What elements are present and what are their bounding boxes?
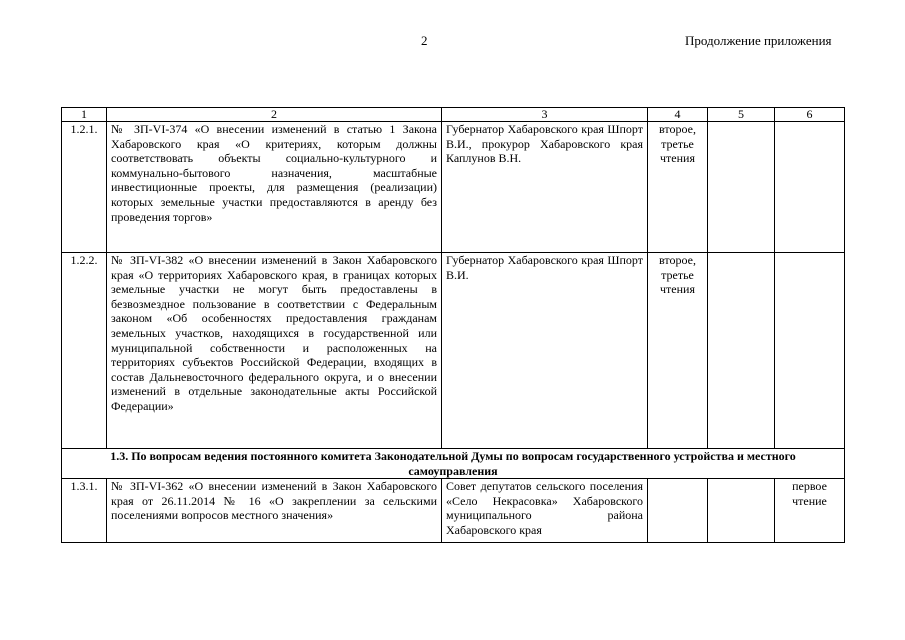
bill-title: № ЗП-VI-362 «О внесении изменений в Закон Хабаровского края от 26.11.2014 № 16 «О закреплении за сельскими поселениями вопросов местного значения» xyxy=(107,479,442,543)
column-header: 4 xyxy=(648,108,708,122)
continuation-label: Продолжение приложения xyxy=(685,33,832,48)
column-header: 2 xyxy=(107,108,442,122)
col6-cell: первое чтение xyxy=(775,479,845,543)
table-row xyxy=(62,253,845,449)
reading-stage xyxy=(648,479,708,543)
column-header: 1 xyxy=(62,108,107,122)
item-number: 1.3.1. xyxy=(62,479,107,543)
column-header: 6 xyxy=(775,108,845,122)
col6-cell xyxy=(775,122,845,253)
page-number: 2 xyxy=(421,33,428,48)
column-header: 5 xyxy=(708,108,775,122)
column-header: 3 xyxy=(442,108,648,122)
bill-title: № ЗП-VI-374 «О внесении изменений в статью 1 Закона Хабаровского края «О критериях, которым должны соответствовать объекты социально-культурного и коммунально-бытового назначения, масштабные инвестиционные проекты, для размещения (реализации) которых земельные участки предоставляются в аренду без проведения торгов» xyxy=(107,122,442,253)
item-number: 1.2.1. xyxy=(62,122,107,253)
initiator: Губернатор Хабаровского края Шпорт В.И., прокурор Хабаровского края Каплунов В.Н. xyxy=(442,122,648,253)
reading-stage: второе, третье чтения xyxy=(648,253,708,449)
col5-cell xyxy=(708,479,775,543)
initiator: Совет депутатов сельского поселения «Село Некрасовка» Хабаровского муниципального района Хабаровского края xyxy=(442,479,648,543)
col6-cell xyxy=(775,253,845,449)
col5-cell xyxy=(708,122,775,253)
initiator: Губернатор Хабаровского края Шпорт В.И. xyxy=(442,253,648,449)
table-row xyxy=(62,479,845,543)
reading-stage: второе, третье чтения xyxy=(648,122,708,253)
col5-cell xyxy=(708,253,775,449)
item-number: 1.2.2. xyxy=(62,253,107,449)
section-row xyxy=(62,449,845,479)
section-heading: 1.3. По вопросам ведения постоянного комитета Законодательной Думы по вопросам государственного устройства и местного самоуправления xyxy=(62,449,845,479)
agenda-table xyxy=(61,107,845,543)
column-number-row xyxy=(62,108,845,122)
table-row xyxy=(62,122,845,253)
bill-title: № ЗП-VI-382 «О внесении изменений в Закон Хабаровского края «О территориях Хабаровского края, в границах которых земельные участки не могут быть предоставлены в безвозмездное пользование в соответствии с Федеральным законом «Об особенностях предоставления гражданам земельных участков, находящихся в государственной или муниципальной собственности и расположенных на территориях субъектов Российской Федерации, входящих в состав Дальневосточного федерального округа, и о внесении изменений в отдельные законодательные акты Российской Федерации» xyxy=(107,253,442,449)
